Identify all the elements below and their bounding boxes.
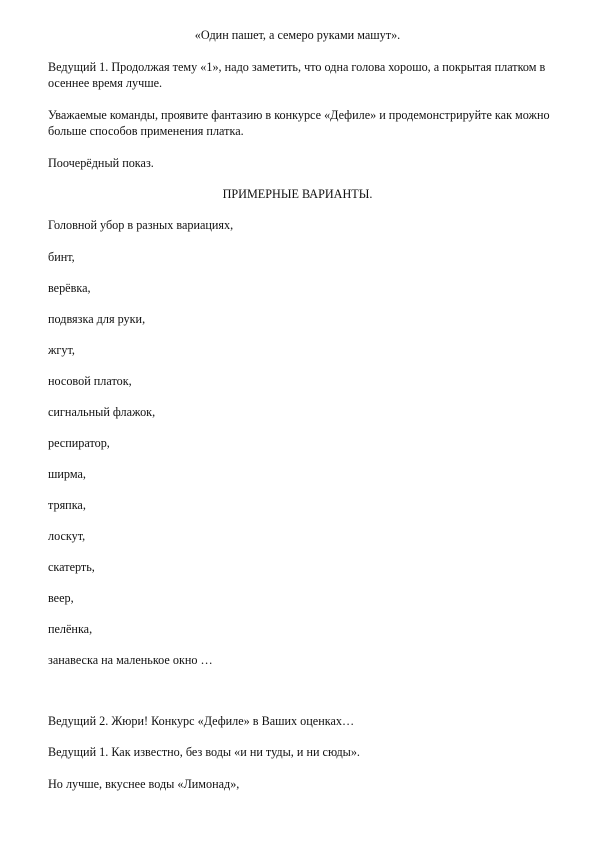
list-item: подвязка для руки, xyxy=(48,312,146,326)
list-item: жгут, xyxy=(48,343,75,357)
lemonade-paragraph: Но лучше, вкуснее воды «Лимонад», xyxy=(48,777,240,791)
list-item: бинт, xyxy=(48,250,75,264)
list-item: верёвка, xyxy=(48,281,91,295)
section-title: ПРИМЕРНЫЕ ВАРИАНТЫ. xyxy=(222,187,373,201)
list-item: носовой платок, xyxy=(48,374,132,388)
list-item: Головной убор в разных вариациях, xyxy=(48,218,234,232)
list-item: занавеска на маленькое окно … xyxy=(48,653,213,667)
list-item: ширма, xyxy=(48,467,86,481)
list-item: лоскут, xyxy=(48,529,86,543)
proverb-heading: «Один пашет, а семеро руками машут». xyxy=(194,28,401,42)
host2-paragraph: Ведущий 2. Жюри! Конкурс «Дефиле» в Ваших оценках… xyxy=(48,714,355,728)
host1-water-paragraph: Ведущий 1. Как известно, без воды «и ни туды, и ни сюды». xyxy=(48,745,360,759)
list-item: сигнальный флажок, xyxy=(48,405,156,419)
teams-paragraph: Уважаемые команды, проявите фантазию в конкурсе «Дефиле» и продемонстрируйте как можно больше способов применения платка. xyxy=(48,108,550,138)
list-item: веер, xyxy=(48,591,74,605)
list-item: скатерть, xyxy=(48,560,95,574)
show-paragraph: Поочерёдный показ. xyxy=(48,156,154,170)
list-item: респиратор, xyxy=(48,436,110,450)
host1-theme-paragraph: Ведущий 1. Продолжая тему «1», надо заметить, что одна голова хорошо, а покрытая платком в осеннее время лучше. xyxy=(48,60,546,90)
list-item: тряпка, xyxy=(48,498,86,512)
list-item: пелёнка, xyxy=(48,622,93,636)
